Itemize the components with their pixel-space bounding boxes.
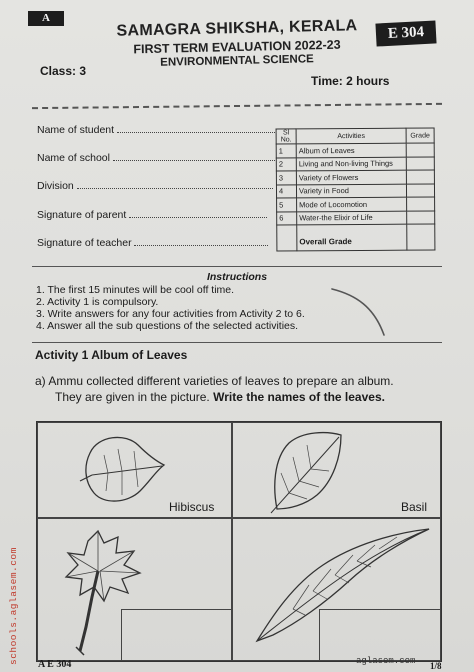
set-badge: A xyxy=(28,11,64,26)
instruction-item: 4. Answer all the sub questions of the selected activities. xyxy=(36,320,299,332)
grade-table xyxy=(276,127,436,251)
papaya-answer-box[interactable] xyxy=(121,609,232,661)
pencil-mark xyxy=(326,283,396,345)
subject-title: ENVIRONMENTAL SCIENCE xyxy=(160,53,314,69)
sl-no-header: Sl No. xyxy=(276,129,296,144)
school-name-field[interactable]: Name of school xyxy=(37,152,275,164)
student-name-field[interactable]: Name of student xyxy=(37,124,275,136)
grade-cell[interactable] xyxy=(407,197,435,211)
table-row: 4 Variety in Food xyxy=(276,183,434,198)
instruction-item: 2. Activity 1 is compulsory. xyxy=(36,296,159,308)
exam-title: FIRST TERM EVALUATION 2022-23 xyxy=(133,37,341,57)
instructions-top-rule xyxy=(32,266,442,267)
activities-header: Activities xyxy=(296,128,406,144)
grade-table-header xyxy=(276,128,434,144)
watermark: schools.aglasem.com xyxy=(8,547,19,665)
question-a-line-2: They are given in the picture. Write the names of the leaves. xyxy=(55,390,385,404)
basil-label: Basil xyxy=(401,500,428,514)
paper-code-badge: E 304 xyxy=(375,20,436,46)
overall-grade-row xyxy=(277,224,435,251)
class-label: Class: 3 xyxy=(40,64,87,78)
parent-signature-field[interactable]: Signature of parent xyxy=(37,209,267,221)
leaves-grid xyxy=(36,421,442,662)
table-row: 2 Living and Non-living Things xyxy=(276,156,434,171)
table-row: 5 Mode of Locomotion xyxy=(277,197,435,212)
division-field[interactable]: Division xyxy=(37,180,273,192)
table-row: 6 Water-the Elixir of Life xyxy=(277,210,435,225)
question-a-line-1: a) Ammu collected different varieties of leaves to prepare an album. xyxy=(35,374,394,388)
basil-leaf-icon xyxy=(267,429,347,515)
table-row: 1 Album of Leaves xyxy=(276,143,434,158)
grade-cell[interactable] xyxy=(406,183,434,197)
grade-cell[interactable] xyxy=(406,170,434,184)
parent-signature-line[interactable] xyxy=(129,209,267,218)
school-name-line[interactable] xyxy=(113,152,275,161)
teacher-signature-field[interactable]: Signature of teacher xyxy=(37,237,268,249)
instruction-item: 1. The first 15 minutes will be cool off time. xyxy=(36,284,235,296)
student-name-line[interactable] xyxy=(117,124,275,133)
overall-grade-cell[interactable] xyxy=(407,224,435,250)
grade-cell[interactable] xyxy=(407,210,435,224)
activity-1-title: Activity 1 Album of Leaves xyxy=(35,348,188,362)
instructions-title: Instructions xyxy=(206,271,268,283)
hibiscus-label: Hibiscus xyxy=(169,500,215,514)
teacher-signature-line[interactable] xyxy=(134,237,268,246)
footer-paper-code: A E 304 xyxy=(38,659,72,670)
hibiscus-leaf-icon xyxy=(78,431,168,511)
footer-site: aglasem.com xyxy=(356,656,416,666)
time-label: Time: 2 hours xyxy=(311,74,390,88)
division-line[interactable] xyxy=(77,180,273,189)
grade-header: Grade xyxy=(406,128,434,143)
instruction-item: 3. Write answers for any four activities from Activity 2 to 6. xyxy=(36,308,305,320)
organisation-title: SAMAGRA SHIKSHA, KERALA xyxy=(116,17,358,40)
banana-answer-box[interactable] xyxy=(319,609,441,661)
header-divider xyxy=(32,103,442,109)
grade-cell[interactable] xyxy=(406,156,434,170)
table-row: 3 Variety of Flowers xyxy=(276,170,434,185)
overall-grade-label: Overall Grade xyxy=(297,224,407,251)
page-number: 1/8 xyxy=(430,661,442,671)
grade-cell[interactable] xyxy=(406,143,434,157)
activity-top-rule xyxy=(32,342,442,343)
